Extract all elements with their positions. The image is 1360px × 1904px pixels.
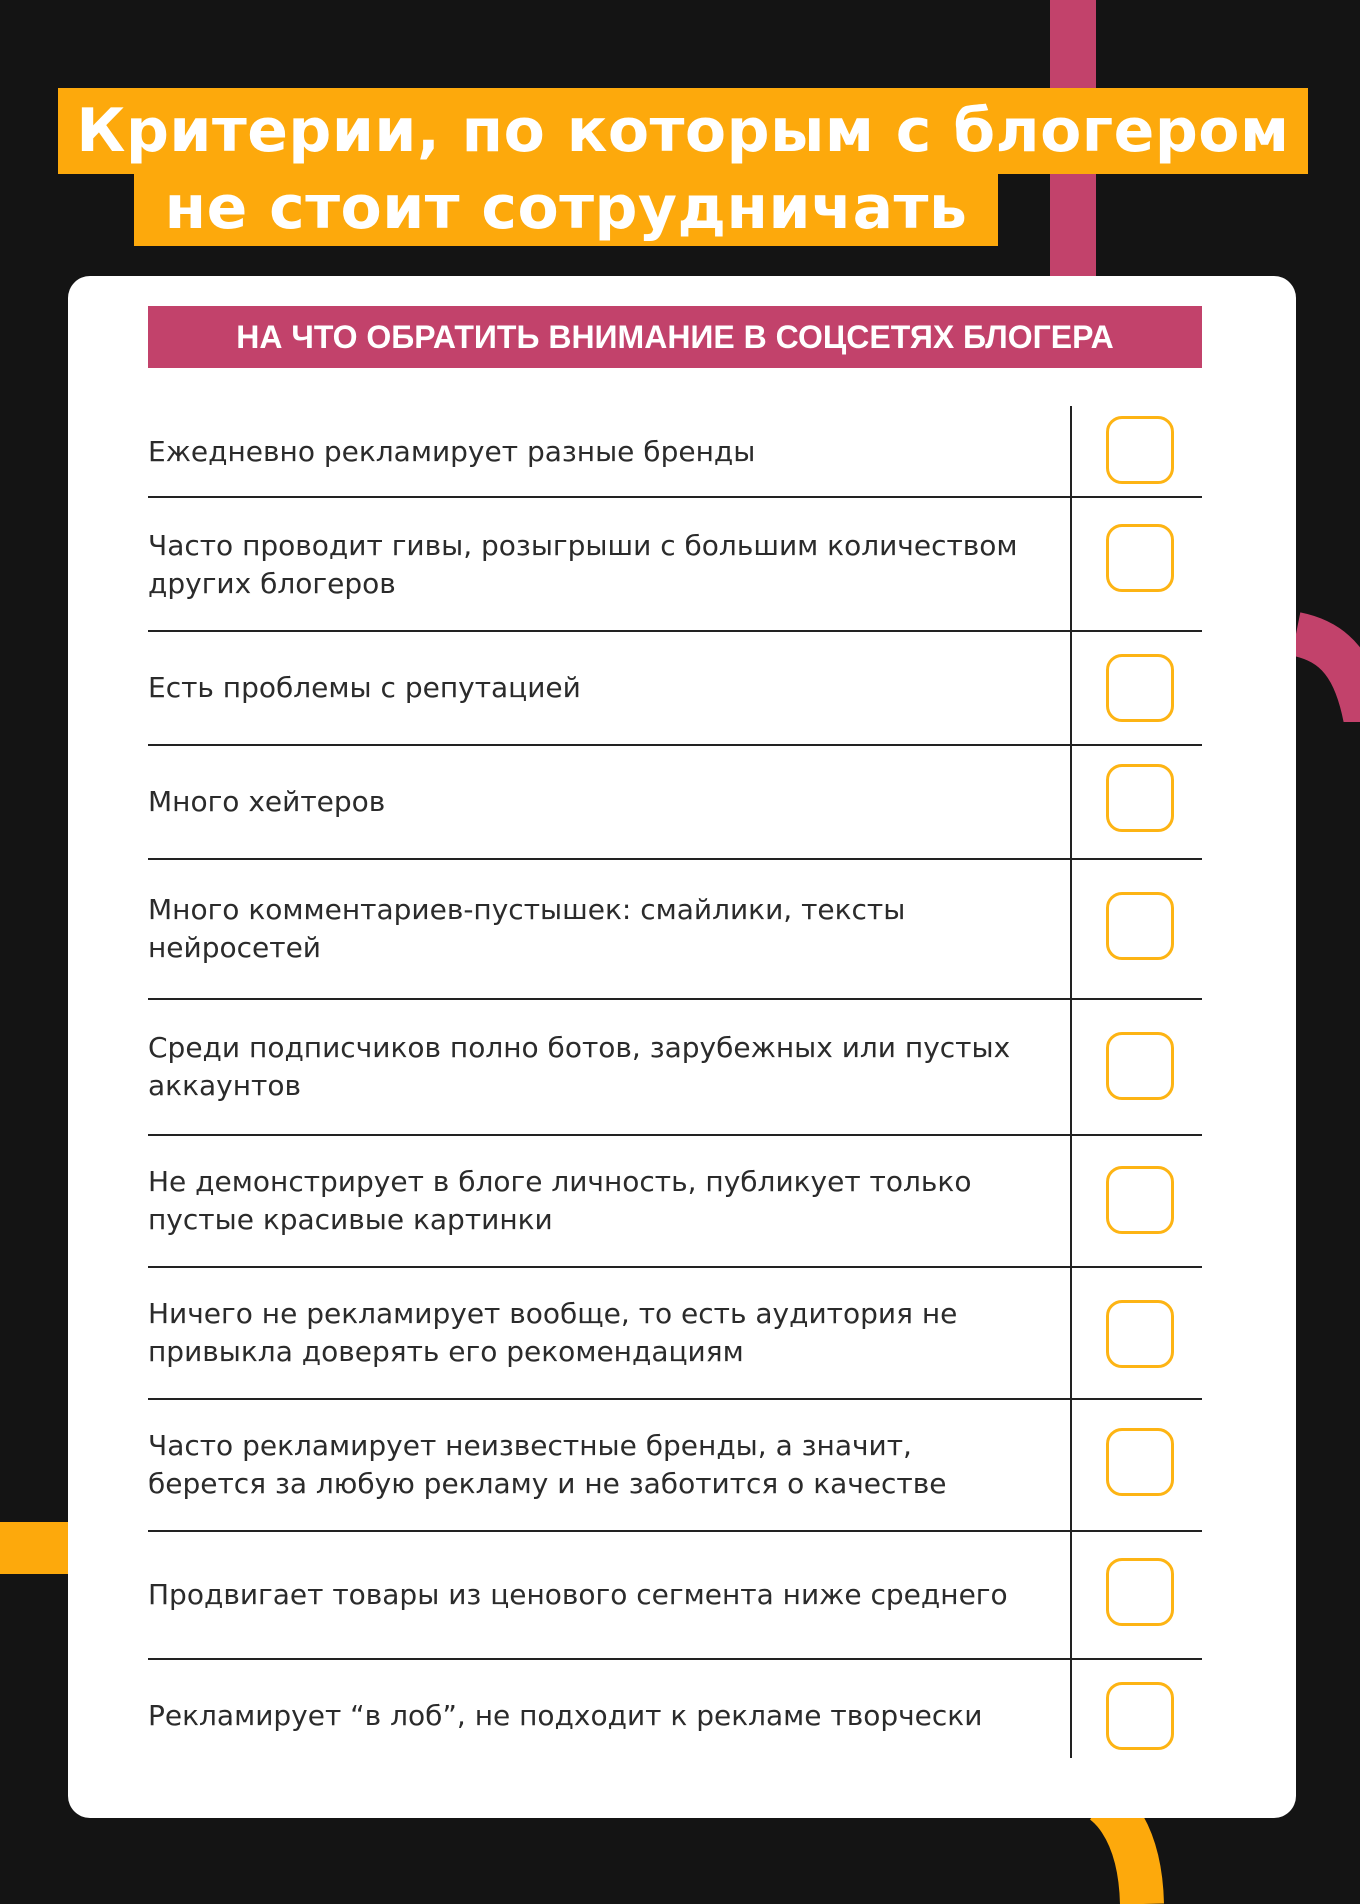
checklist-checkbox[interactable] [1106, 1558, 1174, 1626]
checklist-item-text: Среди подписчиков полно ботов, зарубежных или пустых аккаунтов [148, 1031, 1011, 1102]
checklist-item [148, 1660, 1202, 1772]
checklist-item [148, 1000, 1202, 1134]
checklist-item [148, 632, 1202, 744]
checklist-item [148, 498, 1202, 632]
page-title-text-1: Критерии, по которым с блогером [76, 96, 1290, 166]
checklist-item-text: Ежедневно рекламирует разные бренды [148, 435, 756, 468]
checklist-checkbox[interactable] [1106, 1032, 1174, 1100]
checklist-checkbox[interactable] [1106, 416, 1174, 484]
checklist-item-text: Часто проводит гивы, розыгрыши с большим количеством других блогеров [148, 529, 1018, 600]
page-title-line-1 [58, 88, 1308, 174]
checklist-item-text: Много хейтеров [148, 785, 386, 818]
checklist-item [148, 1400, 1202, 1530]
checklist-checkbox[interactable] [1106, 764, 1174, 832]
checklist-item [148, 1268, 1202, 1398]
checklist-checkbox[interactable] [1106, 524, 1174, 592]
checklist-checkbox[interactable] [1106, 1166, 1174, 1234]
checklist-checkbox[interactable] [1106, 1428, 1174, 1496]
checklist-item-text: Рекламирует “в лоб”, не подходит к рекламе творчески [148, 1699, 983, 1732]
checklist-item-text: Есть проблемы с репутацией [148, 671, 581, 704]
checklist-item-text: Ничего не рекламирует вообще, то есть аудитория не привыкла доверять его рекомендациям [148, 1297, 958, 1368]
page-title-text-2: не стоит сотрудничать [164, 173, 968, 243]
checklist-item [148, 746, 1202, 858]
section-heading: НА ЧТО ОБРАТИТЬ ВНИМАНИЕ В СОЦСЕТЯХ БЛОГЕРА [148, 306, 1202, 368]
checklist-item [148, 406, 1202, 498]
page-title-line-2 [134, 170, 998, 246]
checklist-card [68, 276, 1296, 1818]
checklist-item [148, 860, 1202, 998]
checklist-checkbox[interactable] [1106, 1300, 1174, 1368]
decorative-pink-curve [1296, 612, 1360, 722]
checklist-checkbox[interactable] [1106, 654, 1174, 722]
checklist-item-text: Не демонстрирует в блоге личность, публикует только пустые красивые картинки [148, 1165, 972, 1236]
checklist-item [148, 1532, 1202, 1658]
checklist-checkbox[interactable] [1106, 892, 1174, 960]
checklist-item [148, 1136, 1202, 1266]
checklist-item-text: Продвигает товары из ценового сегмента ниже среднего [148, 1578, 1008, 1611]
checklist-item-text: Много комментариев-пустышек: смайлики, тексты нейросетей [148, 893, 906, 964]
checklist-checkbox[interactable] [1106, 1682, 1174, 1750]
checklist-item-text: Часто рекламирует неизвестные бренды, а значит, берется за любую рекламу и не заботится о качестве [148, 1429, 947, 1500]
decorative-orange-bar [0, 1522, 70, 1574]
